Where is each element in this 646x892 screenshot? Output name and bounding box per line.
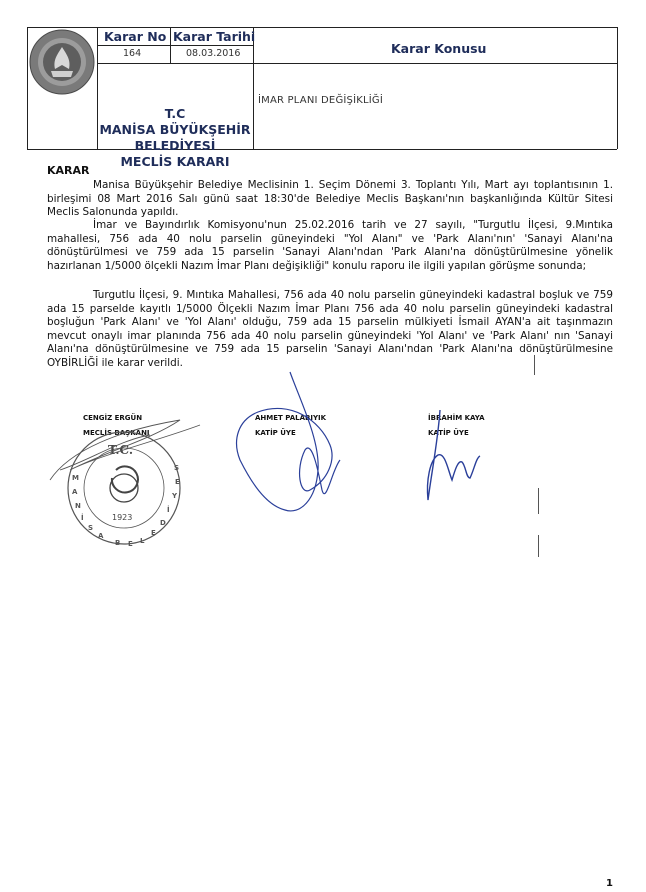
- margin-mark: [538, 488, 539, 514]
- karar-tarihi-label: Karar Tarihi: [173, 29, 256, 44]
- svg-text:A: A: [72, 488, 78, 496]
- org-line-belediye: BELEDİYESİ: [134, 138, 216, 153]
- svg-text:S: S: [174, 464, 180, 472]
- signatory-1-name: CENGİZ ERGÜN: [83, 414, 143, 422]
- paragraph-3: Turgutlu İlçesi, 9. Mıntıka Mahallesi, 756 ada 40 nolu parselin güneyindeki kadastral boşluk ve 759 ada 15 parselde kayıtlı 1/5000 Ölçekli Nazım İmar Planı 756 ada 40 nolu parselin güneyindeki kadastral boşluğun 'Park Alanı' ve 'Yol Alanı' olduğu, 759 ada 15 parselin mülkiyeti İsmail AYAN'a ait taşınmazın mevcut onaylı imar planında 756 ada 40 nolu parselin güneyindeki 'Yol Alanı' ve 'Park Alanı' nın 'Sanayi Alanı'na dönüştürülmesine ve 759 ada 15 parselin 'Sanayi Alanı'ndan 'Park Alanı'na dönüştürülmesine OYBİRLİĞİ ile karar verildi.: [47, 289, 613, 369]
- seal-year: 1923: [112, 513, 133, 522]
- header-row-line-1: [97, 45, 253, 46]
- official-seal: [68, 432, 180, 544]
- karar-tarihi-value: 08.03.2016: [186, 48, 241, 59]
- paragraph-1: Manisa Büyükşehir Belediye Meclisinin 1. Seçim Dönemi 3. Toplantı Yılı, Mart ayı toplantısının 1. birleşimi 08 Mart 2016 Salı günü saat 18:30'de Belediye Meclis Başkanı'nın başkanlığında Kültür Sitesi Meclis Salonunda yapıldı.: [47, 179, 613, 219]
- signatory-1-title: MECLİS BAŞKANI: [83, 429, 150, 437]
- svg-text:E: E: [151, 529, 156, 537]
- header-divider-2: [253, 27, 254, 149]
- signature-3-scribble: [427, 410, 480, 500]
- header-right-border: [617, 27, 618, 149]
- organization-block: [97, 106, 253, 170]
- signatory-2-name: AHMET PALABIYIK: [255, 414, 327, 422]
- svg-text:D: D: [160, 519, 166, 527]
- signatory-3-title: KATİP ÜYE: [428, 429, 469, 437]
- karar-konusu-value: İMAR PLANI DEĞİŞİKLİĞİ: [258, 95, 384, 106]
- karar-no-label: Karar No: [104, 29, 167, 44]
- svg-text:N: N: [75, 502, 81, 510]
- signatory-3-name: İBRAHİM KAYA: [428, 414, 485, 422]
- org-line-tc: T.C: [164, 106, 186, 121]
- svg-text:İ: İ: [167, 506, 170, 514]
- header-top-border: [27, 27, 617, 28]
- header-row-line-2: [97, 63, 617, 64]
- org-line-name: MANİSA BÜYÜKŞEHİR: [99, 122, 251, 137]
- municipality-logo: [27, 27, 97, 97]
- paragraph-2: İmar ve Bayındırlık Komisyonu'nun 25.02.2016 tarih ve 27 sayılı, "Turgutlu İlçesi, 9.Mıntıka mahallesi, 756 ada 40 nolu parselin güneyindeki "Yol Alanı" ve 'Park Alanı'nın' 'Sanayi Alanı'na dönüştürülmesi ve 759 ada 15 parselin 'Sanayi Alanı'ndan 'Park Alanı'na dönüştürülmesine yönelik hazırlanan 1/5000 ölçekli Nazım İmar Planı değişikliği" konulu raporu ile ilgili yapılan görüşme sonunda;: [47, 219, 613, 272]
- svg-text:S: S: [88, 524, 94, 532]
- svg-text:B: B: [115, 539, 121, 547]
- svg-text:E: E: [175, 478, 180, 486]
- svg-text:M: M: [72, 474, 79, 482]
- svg-text:L: L: [140, 537, 145, 545]
- karar-konusu-label: Karar Konusu: [391, 41, 487, 56]
- karar-heading: KARAR: [47, 164, 90, 177]
- org-line-meclis: MECLİS KARARI: [120, 154, 230, 169]
- seal-ring-letters: [72, 464, 180, 548]
- svg-text:İ: İ: [81, 514, 84, 522]
- karar-no-value: 164: [123, 48, 142, 59]
- signatory-2-title: KATİP ÜYE: [255, 429, 296, 437]
- svg-text:A: A: [98, 532, 104, 540]
- margin-mark: [538, 535, 539, 557]
- page-number: 1: [606, 878, 613, 889]
- signature-2-scribble: [237, 372, 340, 511]
- margin-mark: [534, 355, 535, 375]
- svg-text:Y: Y: [172, 492, 178, 500]
- seal-center-text: T.C.: [108, 443, 134, 457]
- svg-text:E: E: [128, 540, 133, 548]
